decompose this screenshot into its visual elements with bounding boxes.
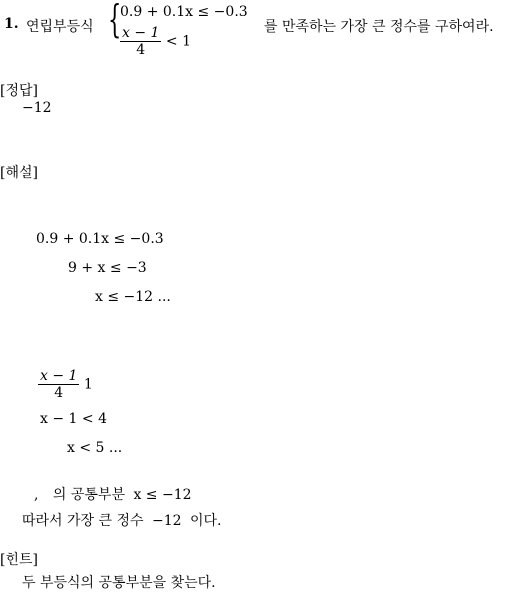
answer-value: −12 (22, 100, 52, 116)
conclusion-text-a: 따라서 가장 큰 정수 (22, 513, 144, 529)
step2-fraction-denominator: 4 (54, 385, 64, 401)
common-math: x ≤ −12 (133, 487, 192, 503)
problem-question: 를 만족하는 가장 큰 정수를 구하여라. (264, 19, 494, 35)
system-line1: 0.9 + 0.1x ≤ −0.3 (120, 4, 248, 20)
step1-line2: 9 + x ≤ −3 (68, 260, 147, 276)
step2-fraction-numerator: x − 1 (40, 368, 78, 384)
system-brace: { (108, 0, 122, 41)
system-line2 (120, 25, 191, 58)
step2-fraction-rhs: 1 (83, 376, 93, 393)
problem-intro: 연립부등식 (26, 19, 94, 35)
conclusion-value: −12 (152, 513, 182, 529)
step2-line2: x − 1 < 4 (40, 411, 107, 427)
hint-text: 두 부등식의 공통부분을 찾는다. (22, 575, 216, 591)
common-part-line (34, 484, 192, 504)
system-line2-denominator: 4 (136, 42, 146, 58)
conclusion-text-b: 이다. (190, 513, 222, 529)
hint-label: [힌트] (0, 552, 38, 568)
step1-line3: x ≤ −12 ... (95, 289, 171, 305)
problem-number: 1. (4, 16, 19, 32)
conclusion-line (22, 510, 222, 530)
explanation-label: [해설] (0, 165, 38, 181)
common-prefix: , (34, 487, 39, 503)
system-line2-numerator: x − 1 (122, 25, 160, 41)
system-line2-relation: < 1 (165, 33, 191, 50)
step1-line1: 0.9 + 0.1x ≤ −0.3 (36, 231, 164, 247)
step2-line3: x < 5 ... (67, 440, 123, 456)
common-text: 의 공통부분 (52, 487, 125, 503)
step2-fraction-line (38, 368, 93, 401)
answer-label: [정답] (0, 83, 38, 99)
